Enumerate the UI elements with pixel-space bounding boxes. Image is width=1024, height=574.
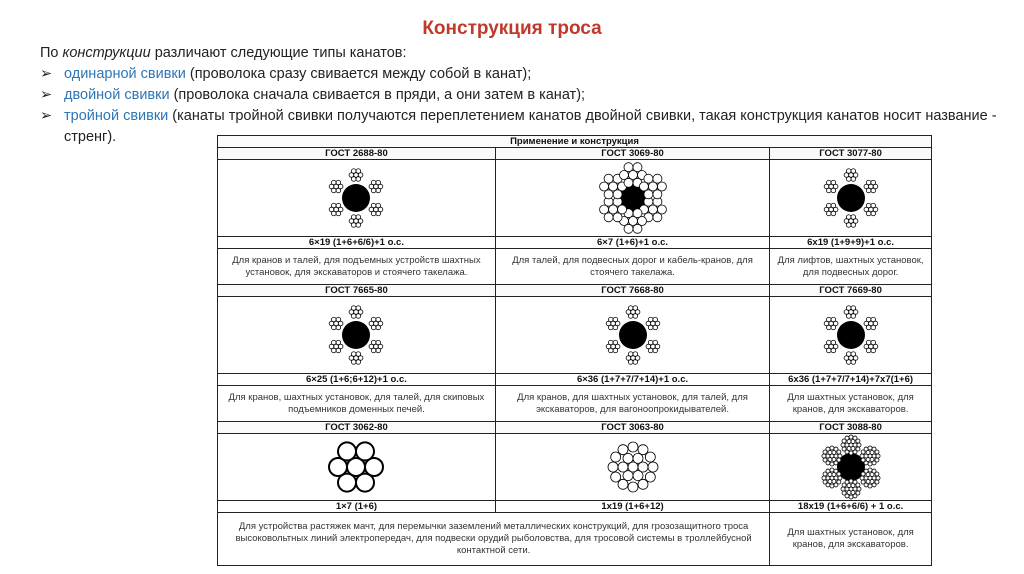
- rope-usage: Для шахтных установок, для кранов, для экскаваторов.: [770, 513, 932, 566]
- rope-usage: Для кранов, шахтных установок, для талей, для скиповых подъемников доменных печей.: [218, 386, 496, 422]
- rope-usage: Для лифтов, шахтных установок, для подвесных дорог.: [770, 249, 932, 285]
- rope-cross-section-image: [811, 161, 891, 235]
- gost-label: ГОСТ 3069-80: [495, 148, 769, 160]
- rope-cross-section-image: [593, 298, 673, 372]
- rope-usage: Для талей, для подвесных дорог и кабель-кранов, для стоячего такелажа.: [495, 249, 769, 285]
- rope-formula: 1x19 (1+6+12): [495, 501, 769, 513]
- bullet-text: (проволока сначала свивается в пряди, а они затем в канат);: [169, 87, 586, 103]
- gost-label: ГОСТ 3077-80: [770, 148, 932, 160]
- rope-usage: Для кранов и талей, для подъемных устройств шахтных установок, для экскаваторов и стоячего такелажа.: [218, 249, 496, 285]
- bullet-item: [40, 64, 1000, 85]
- gost-label: ГОСТ 7665-80: [218, 285, 496, 297]
- rope-construction-table: [217, 135, 932, 566]
- rope-cross-section-image: [811, 434, 891, 500]
- bullet-text: (канаты тройной свивки получаются переплетением канатов двойной свивки, такая конструкция канатов носит название - стренг).: [64, 108, 997, 145]
- rope-cross-section-image: [316, 161, 396, 235]
- rope-cross-section-image: [316, 434, 396, 500]
- rope-formula: 6x19 (1+9+9)+1 о.с.: [770, 237, 932, 249]
- rope-usage-shared: Для устройства растяжек мачт, для перемычки заземлений металлических конструкций, для грозозащитного троса высоковольтных линий электропередач, для подвески орудий рыболовства, для тросовой системы в троллейбусной контактной сети.: [218, 513, 770, 566]
- bullet-term: тройной свивки: [64, 108, 169, 124]
- gost-label: ГОСТ 2688-80: [218, 148, 496, 160]
- arrow-bullet-icon: ➢: [40, 108, 53, 124]
- lead-text: По: [40, 45, 63, 61]
- bullet-text: (проволока сразу свивается между собой в канат);: [185, 66, 532, 82]
- rope-usage: Для шахтных установок, для кранов, для экскаваторов.: [770, 386, 932, 422]
- rope-formula: 6×25 (1+6;6+12)+1 о.с.: [218, 374, 496, 386]
- rope-cross-section-image: [593, 161, 673, 235]
- rope-formula: 6x36 (1+7+7/7+14)+7x7(1+6): [770, 374, 932, 386]
- rope-formula: 6×7 (1+6)+1 о.с.: [495, 237, 769, 249]
- table-header: Применение и конструкция: [218, 136, 932, 148]
- bullet-item: [40, 85, 1000, 106]
- gost-label: ГОСТ 7668-80: [495, 285, 769, 297]
- rope-formula: 6×19 (1+6+6/6)+1 о.с.: [218, 237, 496, 249]
- slide-title: Конструкция троса: [422, 18, 602, 39]
- rope-usage: Для кранов, для шахтных установок, для талей, для экскаваторов, для вагоноопрокидывателей.: [495, 386, 769, 422]
- gost-label: ГОСТ 3062-80: [218, 422, 496, 434]
- gost-label: ГОСТ 3088-80: [770, 422, 932, 434]
- rope-formula: 18x19 (1+6+6/6) + 1 о.с.: [770, 501, 932, 513]
- arrow-bullet-icon: ➢: [40, 87, 53, 103]
- bullet-term: одинарной свивки: [64, 66, 186, 82]
- intro-text: [40, 43, 1000, 148]
- rope-formula: 6×36 (1+7+7/7+14)+1 о.с.: [495, 374, 769, 386]
- rope-formula: 1×7 (1+6): [218, 501, 496, 513]
- rope-cross-section-image: [316, 298, 396, 372]
- gost-label: ГОСТ 7669-80: [770, 285, 932, 297]
- lead-text: различают следующие типы канатов:: [150, 45, 407, 61]
- arrow-bullet-icon: ➢: [40, 66, 53, 82]
- gost-label: ГОСТ 3063-80: [495, 422, 769, 434]
- rope-cross-section-image: [593, 434, 673, 500]
- lead-emphasis: конструкции: [62, 45, 151, 61]
- bullet-term: двойной свивки: [64, 87, 170, 103]
- intro-lead: [40, 43, 1000, 64]
- rope-cross-section-image: [811, 298, 891, 372]
